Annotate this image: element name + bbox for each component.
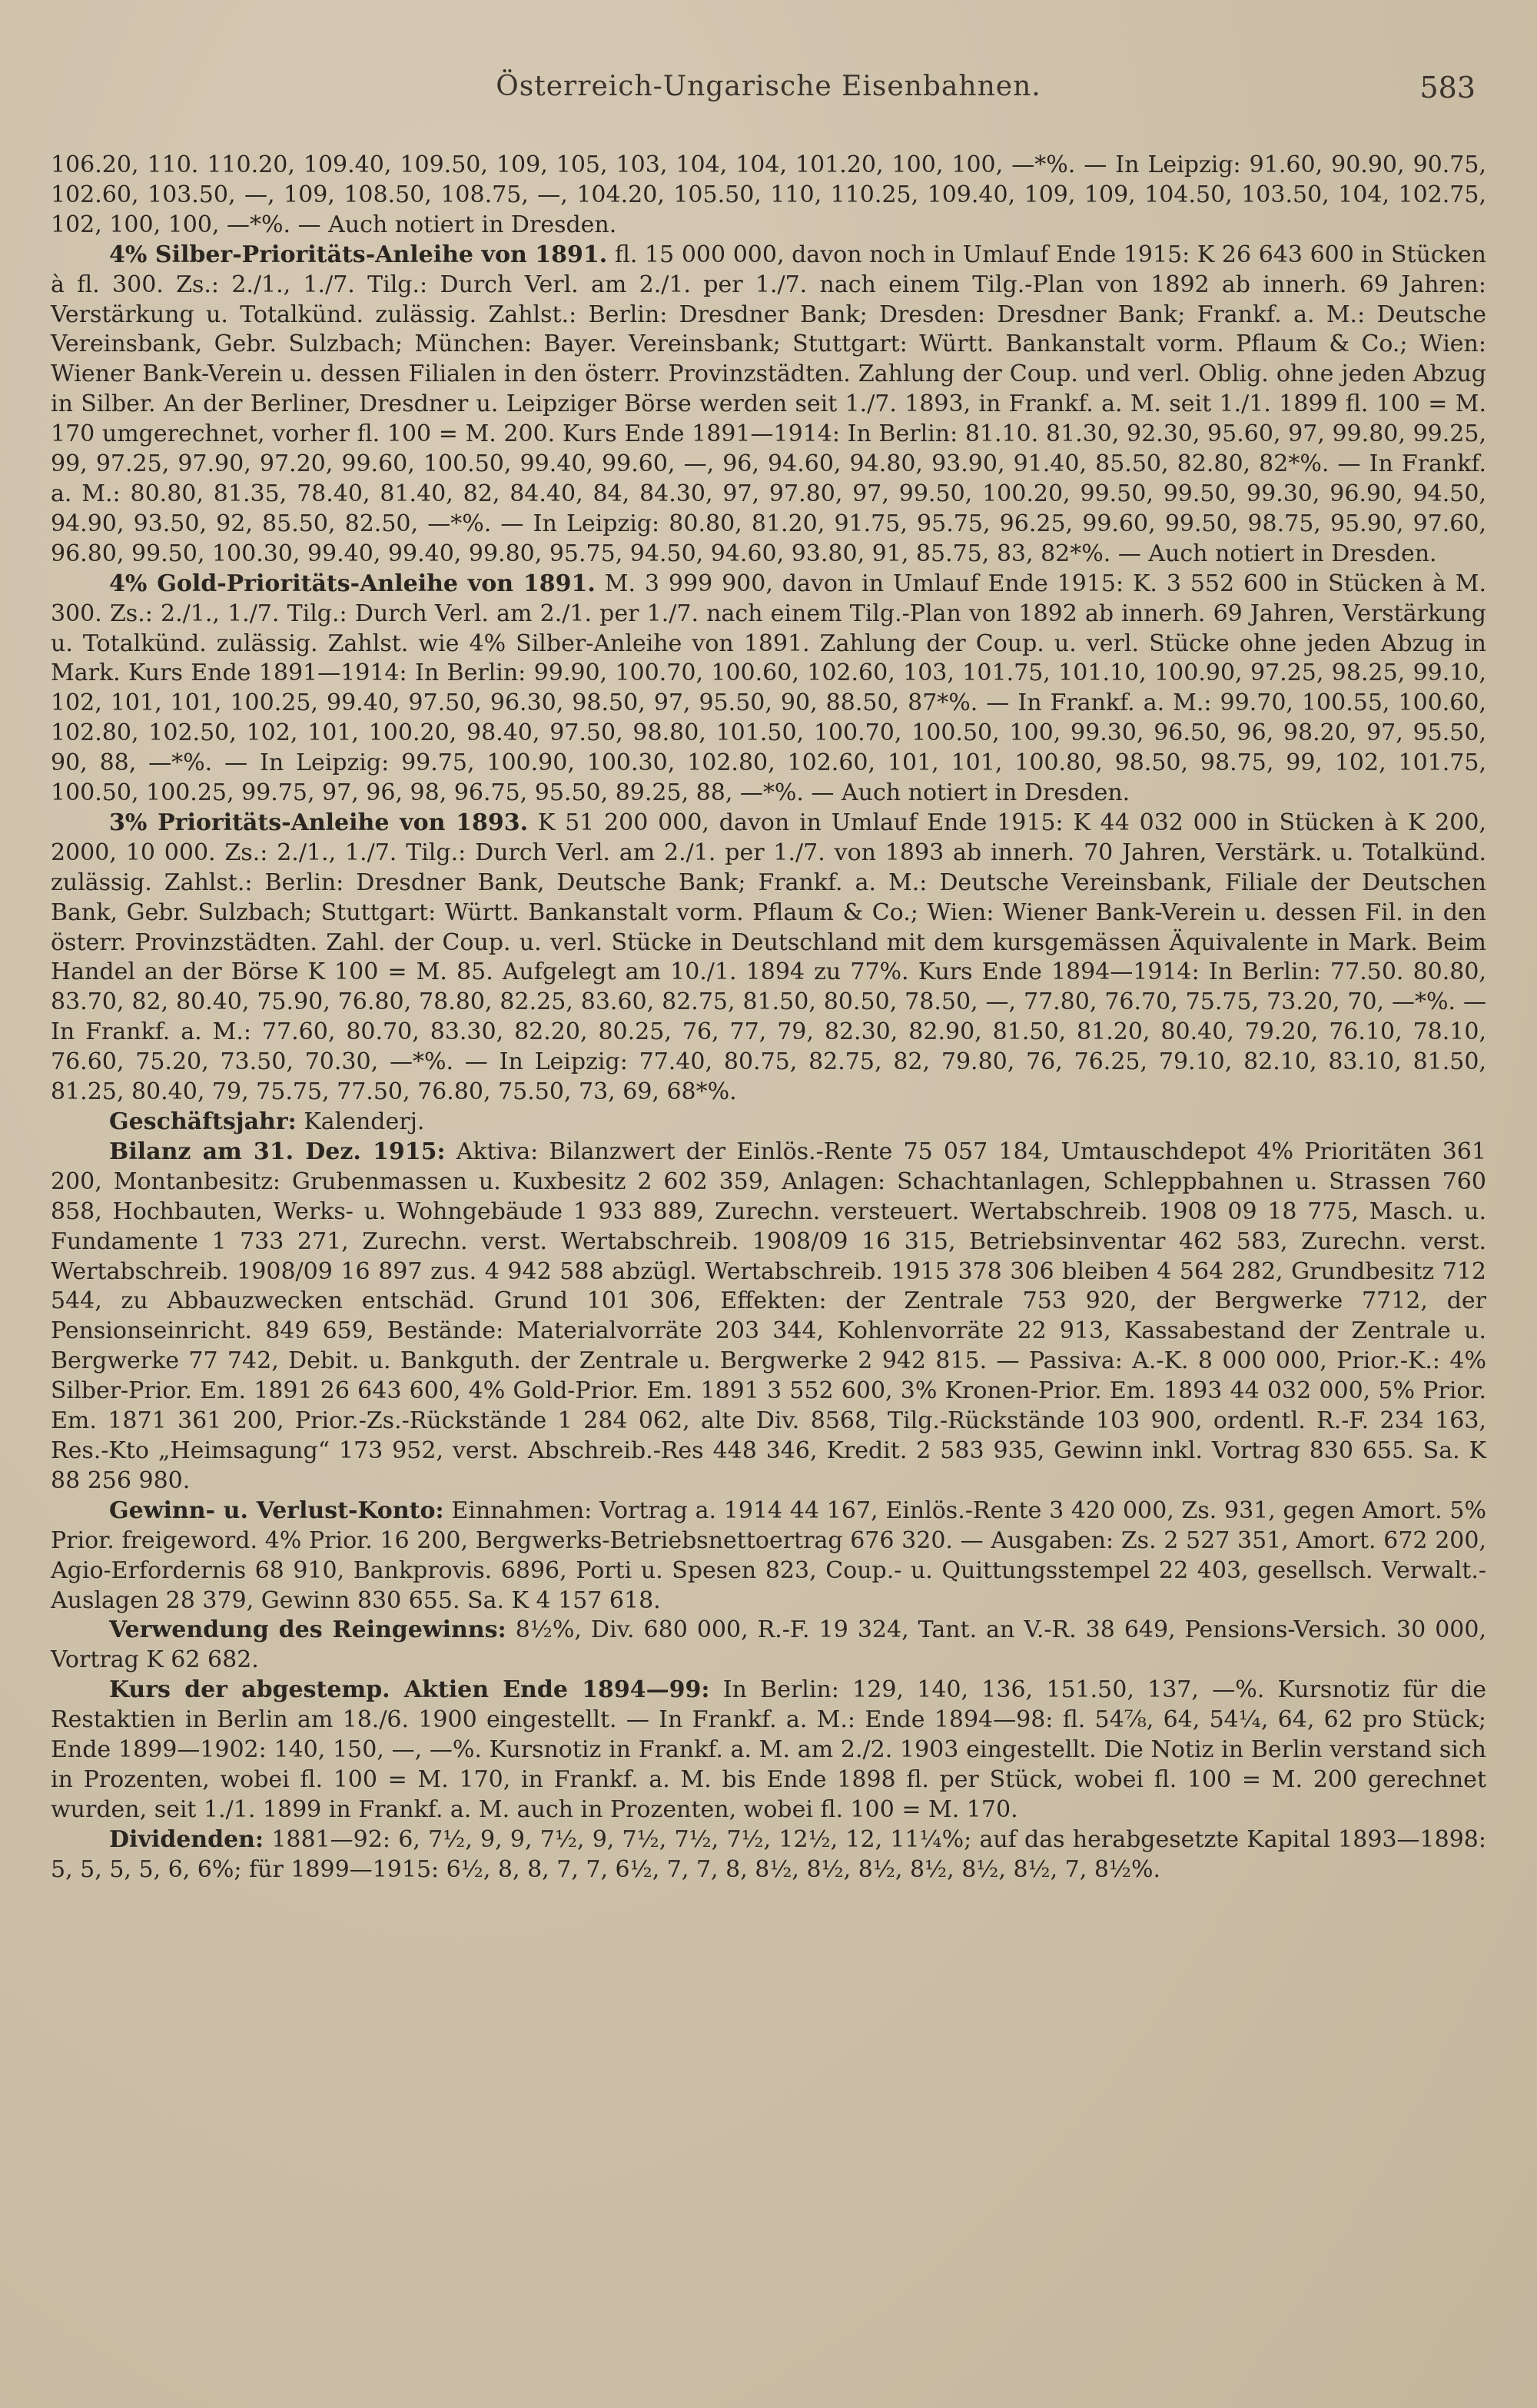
paragraph-text: In Berlin: 129, 140, 136, 151.50, 137, —%. Kursnotiz für die Restaktien in Berlin am 18./6. 1900 eingestellt. — In Frankf. a. M.: Ende 1894—98: fl. 54⅞, 64, 54¼, 64, 62 pro Stück; Ende 1899—1902: 140, 150, —, —%. Kursnotiz in Frankf. a. M. am 2./2. 1903 eingestellt. Die Notiz in Berlin verstand sich in Prozenten, wobei fl. 100 = M. 170, in Frankf. a. M. bis Ende 1898 fl. per Stück, wobei fl. 100 = M. 200 gerechnet wurden, seit 1./1. 1899 in Frankf. a. M. auch in Prozenten, wobei fl. 100 = M. 170. <box>51 1676 1487 1823</box>
section-heading: 4% Gold-Prioritäts-Anleihe von 1891. <box>109 570 596 597</box>
paragraph-text: 8½%, Div. 680 000, R.-F. 19 324, Tant. an V.-R. 38 649, Pensions-Versich. 30 000, Vortrag K 62 682. <box>51 1616 1486 1674</box>
paragraph-gewinn-verlust <box>51 1496 1486 1616</box>
body-text <box>51 151 1486 1885</box>
section-heading: Kurs der abgestemp. Aktien Ende 1894—99: <box>109 1676 710 1704</box>
paragraph-text: M. 3 999 900, davon in Umlauf Ende 1915: K. 3 552 600 in Stücken à M. 300. Zs.: 2./1., 1./7. Tilg.: Durch Verl. am 2./1. per 1./7. nach einem Tilg.-Plan von 1892 ab innerh. 69 Jahren, Verstärkung u. Totalkünd. zulässig. Zahlst. wie 4% Silber-Anleihe von 1891. Zahlung der Coup. u. verl. Stücke ohne jeden Abzug in Mark. Kurs Ende 1891—1914: In Berlin: 99.90, 100.70, 100.60, 102.60, 103, 101.75, 101.10, 100.90, 97.25, 98.25, 99.10, 102, 101, 101, 100.25, 99.40, 97.50, 96.30, 98.50, 97, 95.50, 90, 88.50, 87*%. — In Frankf. a. M.: 99.70, 100.55, 100.60, 102.80, 102.50, 102, 101, 100.20, 98.40, 97.50, 98.80, 101.50, 100.70, 100.50, 100, 99.30, 96.50, 96, 98.20, 97, 95.50, 90, 88, —*%. — In Leipzig: 99.75, 100.90, 100.30, 102.80, 102.60, 101, 101, 100.80, 98.50, 98.75, 99, 102, 101.75, 100.50, 100.25, 99.75, 97, 96, 98, 96.75, 95.50, 89.25, 88, —*%. — Auch notiert in Dresden. <box>51 570 1486 807</box>
paragraph-text: 106.20, 110. 110.20, 109.40, 109.50, 109, 105, 103, 104, 104, 101.20, 100, 100, —*%. — In Leipzig: 91.60, 90.90, 90.75, 102.60, 103.50, —, 109, 108.50, 108.75, —, 104.20, 105.50, 110, 110.25, 109.40, 109, 109, 104.50, 103.50, 104, 102.75, 102, 100, 100, —*%. — Auch notiert in Dresden. <box>51 151 1486 238</box>
section-heading: Dividenden: <box>109 1825 264 1853</box>
page-header <box>51 71 1486 109</box>
section-heading: Gewinn- u. Verlust-Konto: <box>109 1496 444 1524</box>
paragraph-verwendung <box>51 1616 1486 1676</box>
paragraph-dividenden <box>51 1825 1486 1885</box>
document-page <box>51 0 1486 2408</box>
section-heading: 3% Prioritäts-Anleihe von 1893. <box>109 809 529 836</box>
page-number: 583 <box>1419 71 1476 105</box>
paragraph-gold-anleihe <box>51 570 1486 809</box>
paragraph-kurs-aktien <box>51 1676 1486 1825</box>
paragraph-text: K 51 200 000, davon in Umlauf Ende 1915: K 44 032 000 in Stücken à K 200, 2000, 10 000. Zs.: 2./1., 1./7. Tilg.: Durch Verl. am 2./1. per 1./7. von 1893 ab innerh. 70 Jahren, Verstärk. u. Totalkünd. zulässig. Zahlst.: Berlin: Dresdner Bank, Deutsche Bank; Frankf. a. M.: Deutsche Vereinsbank, Filiale der Deutschen Bank, Gebr. Sulzbach; Stuttgart: Württ. Bankanstalt vorm. Pflaum & Co.; Wien: Wiener Bank-Verein u. dessen Fil. in den österr. Provinzstädten. Zahl. der Coup. u. verl. Stücke in Deutschland mit dem kursgemässen Äquivalente in Mark. Beim Handel an der Börse K 100 = M. 85. Aufgelegt am 10./1. 1894 zu 77%. Kurs Ende 1894—1914: In Berlin: 77.50. 80.80, 83.70, 82, 80.40, 75.90, 76.80, 78.80, 82.25, 83.60, 82.75, 81.50, 80.50, 78.50, —, 77.80, 76.70, 75.75, 73.20, 70, —*%. — In Frankf. a. M.: 77.60, 80.70, 83.30, 82.20, 80.25, 76, 77, 79, 82.30, 82.90, 81.50, 81.20, 80.40, 79.20, 76.10, 78.10, 76.60, 75.20, 73.50, 70.30, —*%. — In Leipzig: 77.40, 80.75, 82.75, 82, 79.80, 76, 76.25, 79.10, 82.10, 83.10, 81.50, 81.25, 80.40, 79, 75.75, 77.50, 76.80, 75.50, 73, 69, 68*%. <box>51 809 1486 1106</box>
section-heading: Verwendung des Reingewinns: <box>109 1616 506 1644</box>
paragraph-silber-anleihe <box>51 241 1486 570</box>
paragraph-bilanz <box>51 1138 1486 1496</box>
section-heading: Geschäftsjahr: <box>109 1108 297 1135</box>
paragraph-text: fl. 15 000 000, davon noch in Umlauf Ende 1915: K 26 643 600 in Stücken à fl. 300. Zs.: 2./1., 1./7. Tilg.: Durch Verl. am 2./1. per 1./7. nach einem Tilg.-Plan von 1892 ab innerh. 69 Jahren: Verstärkung u. Totalkünd. zulässig. Zahlst.: Berlin: Dresdner Bank; Dresden: Dresdner Bank; Frankf. a. M.: Deutsche Vereinsbank, Gebr. Sulzbach; München: Bayer. Vereinsbank; Stuttgart: Württ. Bankanstalt vorm. Pflaum & Co.; Wien: Wiener Bank-Verein u. dessen Filialen in den österr. Provinzstädten. Zahlung der Coup. und verl. Oblig. ohne jeden Abzug in Silber. An der Berliner, Dresdner u. Leipziger Börse werden seit 1./7. 1893, in Frankf. a. M. seit 1./1. 1899 fl. 100 = M. 170 umgerechnet, vorher fl. 100 = M. 200. Kurs Ende 1891—1914: In Berlin: 81.10. 81.30, 92.30, 95.60, 97, 99.80, 99.25, 99, 97.25, 97.90, 97.20, 99.60, 100.50, 99.40, 99.60, —, 96, 94.60, 94.80, 93.90, 91.40, 85.50, 82.80, 82*%. — In Frankf. a. M.: 80.80, 81.35, 78.40, 81.40, 82, 84.40, 84, 84.30, 97, 97.80, 97, 99.50, 100.20, 99.50, 99.50, 99.30, 96.90, 94.50, 94.90, 93.50, 92, 85.50, 82.50, —*%. — In Leipzig: 80.80, 81.20, 91.75, 95.75, 96.25, 99.60, 99.50, 98.75, 95.90, 97.60, 96.80, 99.50, 100.30, 99.40, 99.40, 99.80, 95.75, 94.50, 94.60, 93.80, 91, 85.75, 83, 82*%. — Auch notiert in Dresden. <box>51 241 1486 567</box>
running-title: Österreich-Ungarische Eisenbahnen. <box>496 71 1041 102</box>
paragraph-text: 1881—92: 6, 7½, 9, 9, 7½, 9, 7½, 7½, 7½, 12½, 12, 11¼%; auf das herabgesetzte Kapital 1893—1898: 5, 5, 5, 5, 6, 6%; für 1899—1915: 6½, 8, 8, 7, 7, 6½, 7, 7, 8, 8½, 8½, 8½, 8½, 8½, 8½, 7, 8½%. <box>51 1825 1486 1883</box>
paragraph-text: Einnahmen: Vortrag a. 1914 44 167, Einlös.-Rente 3 420 000, Zs. 931, gegen Amort. 5% Prior. freigeword. 4% Prior. 16 200, Bergwerks-Betriebsnettoertrag 676 320. — Ausgaben: Zs. 2 527 351, Amort. 672 200, Agio-Erfordernis 68 910, Bankprovis. 6896, Porti u. Spesen 823, Coup.- u. Quittungsstempel 22 403, gesellsch. Verwalt.-Auslagen 28 379, Gewinn 830 655. Sa. K 4 157 618. <box>51 1496 1486 1614</box>
section-heading: Bilanz am 31. Dez. 1915: <box>109 1138 446 1165</box>
section-heading: 4% Silber-Prioritäts-Anleihe von 1891. <box>109 241 608 268</box>
paragraph-text: Kalenderj. <box>304 1108 425 1135</box>
paragraph-geschaeftsjahr <box>51 1108 1486 1138</box>
paragraph-prioritaets-anleihe-1893 <box>51 809 1486 1108</box>
paragraph-text: Aktiva: Bilanzwert der Einlös.-Rente 75 057 184, Umtauschdepot 4% Prioritäten 361 200, Montanbesitz: Grubenmassen u. Kuxbesitz 2 602 359, Anlagen: Schachtanlagen, Schleppbahnen u. Strassen 760 858, Hochbauten, Werks- u. Wohngebäude 1 933 889, Zurechn. versteuert. Wertabschreib. 1908 09 18 775, Masch. u. Fundamente 1 733 271, Zurechn. verst. Wertabschreib. 1908/09 16 315, Betriebsinventar 462 583, Zurechn. verst. Wertabschreib. 1908/09 16 897 zus. 4 942 588 abzügl. Wertabschreib. 1915 378 306 bleiben 4 564 282, Grundbesitz 712 544, zu Abbauzwecken entschäd. Grund 101 306, Effekten: der Zentrale 753 920, der Bergwerke 7712, der Pensionseinricht. 849 659, Bestände: Materialvorräte 203 344, Kohlenvorräte 22 913, Kassabestand der Zentrale u. Bergwerke 77 742, Debit. u. Bankguth. der Zentrale u. Bergwerke 2 942 815. — Passiva: A.-K. 8 000 000, Prior.-K.: 4% Silber-Prior. Em. 1891 26 643 600, 4% Gold-Prior. Em. 1891 3 552 600, 3% Kronen-Prior. Em. 1893 44 032 000, 5% Prior. Em. 1871 361 200, Prior.-Zs.-Rückstände 1 284 062, alte Div. 8568, Tilg.-Rückstände 103 900, ordentl. R.-F. 234 163, Res.-Kto „Heimsagung“ 173 952, verst. Abschreib.-Res 448 346, Kredit. 2 583 935, Gewinn inkl. Vortrag 830 655. Sa. K 88 256 980. <box>51 1138 1486 1494</box>
paragraph-kurs-continuation <box>51 151 1486 241</box>
